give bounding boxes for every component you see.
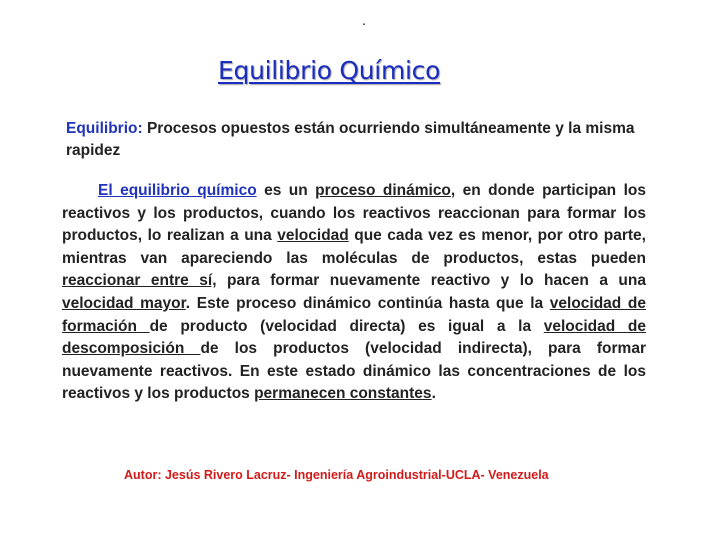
- term-equilibrio-quimico: El equilibrio químico: [98, 182, 257, 199]
- text-segment: para formar nuevamente reactivo y lo hacen a una: [216, 272, 646, 290]
- page-title: Equilibrio Químico: [218, 56, 441, 85]
- term-velocidad-de-descomposicion: velocidad de descomposición: [62, 317, 646, 358]
- term-proceso-dinamico: proceso dinámico: [315, 182, 451, 199]
- definition-term: Equilibrio:: [66, 120, 143, 137]
- text-segment: , en donde participan los reactivos y los productos, cuando los reactivos reaccionan para formar los productos, lo realizan a una: [62, 182, 646, 245]
- term-reaccionar-entre-si: reaccionar entre sí,: [62, 272, 217, 290]
- text-segment: . Este proceso dinámico continúa hasta que la: [185, 294, 550, 312]
- definition-text: Procesos opuestos están ocurriendo simultáneamente y la misma rapidez: [66, 120, 635, 159]
- definition: [66, 118, 656, 162]
- author-credit: Autor: Jesús Rivero Lacruz- Ingeniería Agroindustrial-UCLA- Venezuela: [124, 468, 549, 482]
- term-velocidad: velocidad: [277, 227, 349, 245]
- text-segment: .: [431, 385, 436, 403]
- body-paragraph: [62, 180, 646, 406]
- text-segment: de los productos (velocidad indirecta), para formar nuevamente reactivos. En este estado dinámico las concentraciones de los reactivos y los productos: [62, 340, 646, 403]
- term-velocidad-mayor: velocidad mayor: [62, 294, 186, 312]
- top-mark: .: [362, 12, 366, 28]
- text-segment: que cada vez es menor, por otro parte, mientras van apareciendo las moléculas de productos, estas pueden: [62, 227, 646, 267]
- text-segment: de producto (velocidad directa) es igual a la: [149, 317, 544, 335]
- term-velocidad-de-formacion: velocidad de formación: [62, 294, 646, 335]
- text-segment: es un: [256, 182, 316, 199]
- term-permanecen-constantes: permanecen constantes: [254, 385, 432, 403]
